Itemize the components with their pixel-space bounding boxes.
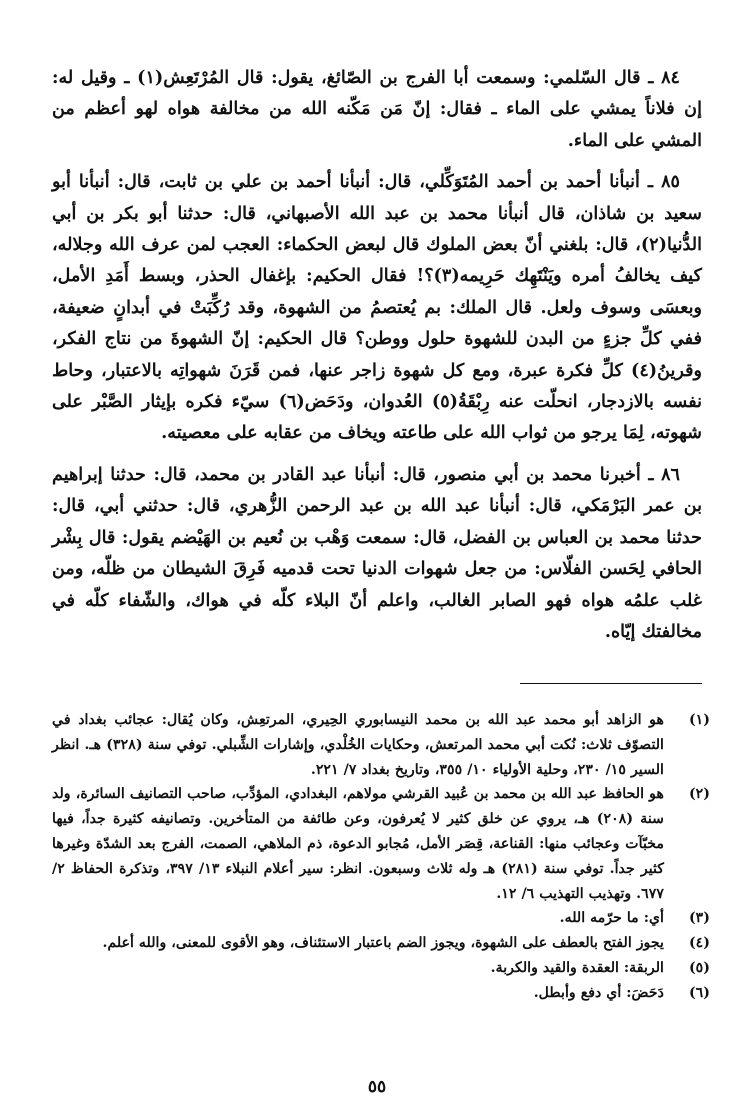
- footnote-divider: [520, 683, 702, 684]
- footnote-number: (٢): [688, 786, 710, 803]
- footnote-number: (٦): [688, 984, 710, 1001]
- paragraph-84: ٨٤ ـ قال السّلمي: وسمعت أبا الفرج بن الصّائغ، يقول: قال المُرْتَعِش(١) ـ وقيل له: إن فلاناً يمشي على الماء ـ فقال: إنّ مَن مَكّنه الله من مخالفة هواه لهو أعظم من المشي على الماء.: [52, 67, 702, 151]
- footnote-text: أي: ما حرّمه الله.: [559, 910, 664, 927]
- footnote-5: [52, 956, 710, 981]
- main-text-block: [52, 62, 702, 657]
- footnote-text: الربقة: العقدة والقيد والكربة.: [490, 959, 664, 976]
- footnote-3: [52, 906, 710, 931]
- paragraph-86: ٨٦ ـ أخبرنا محمد بن أبي منصور، قال: أنبأنا عبد القادر بن محمد، قال: حدثنا إبراهيم بن عمر البَرْمَكي، قال: أنبأنا عبد الله بن عبد الرحمن الزُّهري، قال: حدثني أبي، قال: حدثنا محمد بن العباس بن الفضل، قال: سمعت وَهْب بن نُعيم بن الهَيْضم يقول: قال بِشْر الحافي لِحَسن الفلّاس: من جعل شهوات الدنيا تحت قدميه فَرِقَ الشيطان من ظلّه، ومن غلب علمُه هواه فهو الصابر الغالب، واعلم أنّ البلاء كلّه في هواك، والشّفاء كلّه في مخالفتك إيّاه.: [52, 463, 702, 642]
- footnote-number: (٣): [688, 910, 710, 927]
- footnote-2: [52, 782, 710, 906]
- footnote-number: (٤): [688, 935, 710, 952]
- footnote-text: هو الحافظ عبد الله بن محمد بن عُبيد القرشي مولاهم، البغدادي، المؤدِّب، صاحب التصانيف السائرة، ولد سنة (٢٠٨) هـ، يروي عن خلق كثير لا يُعرفون، وعن طائفة من المتأخرين. وتصانيفه كثيرة جداً، فيها مخبّآت وعجائب منها: القناعة، قِصَر الأمل، مُجابو الدعوة، ذم الملاهي، الصمت، الفرج بعد الشدّة وغيرها كثير جداً. توفي سنة (٢٨١) هـ وله ثلاث وسبعون. انظر: سير أعلام النبلاء ١٣/ ٣٩٧، وتذكرة الحفاظ ٢/ ٦٧٧. وتهذيب التهذيب ٦/ ١٢.: [52, 786, 665, 902]
- footnotes-section: [52, 708, 710, 1006]
- footnote-text: يجوز الفتح بالعطف على الشهوة، ويجوز الضم باعتبار الاستئناف، وهو الأقوى للمعنى، والله أعلم.: [102, 935, 664, 952]
- footnote-number: (١): [688, 712, 710, 728]
- footnote-4: [52, 931, 710, 956]
- footnote-1: [52, 708, 710, 782]
- footnote-text: دَحَضَ: أي دفع وأبطل.: [533, 984, 664, 1001]
- footnote-number: (٥): [688, 959, 710, 976]
- footnote-text: هو الزاهد أبو محمد عبد الله بن محمد النيسابوري الحِيري، المرتعِش، وكان يُقال: عجائب بغداد في التصوّف ثلاث: نُكت أبي محمد المرتعش، وحكايات الخُلْدي، وإشارات الشِّبلي. توفي سنة (٣٢٨) هـ. انظر السير ١٥/ ٢٣٠، وحلية الأولياء ١٠/ ٣٥٥، وتاريخ بغداد ٧/ ٢٢١.: [52, 712, 664, 778]
- page-number: ٥٥: [367, 1077, 387, 1097]
- paragraph-85: ٨٥ ـ أنبأنا أحمد بن أحمد المُتَوَكِّلي، قال: أنبأنا أحمد بن علي بن ثابت، قال: أنبأنا أبو سعيد بن شاذان، قال أنبأنا محمد بن عبد الله الأصبهاني، قال: حدثنا أبو بكر بن أبي الدُّنيا(٢)، قال: بلغني أنّ بعض الملوك قال لبعض الحكماء: العجب لمن عرف الله وجلاله، كيف يخالفُ أمره ويَنْتَهِك حَرِيمه(٣)؟! فقال الحكيم: بإغفال الحذر، وبسط أَمَدِ الأمل، وبعسَى وسوف ولعل. قال الملك: بم يُعتصمُ من الشهوة، وقد رُكِّبَتْ في أبدانٍ ضعيفة، ففي كلِّ جزءٍ من البدن للشهوة حلول ووطن؟ قال الحكيم: إنّ الشهوةَ من نتاج الفكر، وقرينُ(٤) كلِّ فكرة عبرة، ومع كل شهوة زاجر عنها، فمن قَرَنَ شهواتِه بالاعتبار، وحاط نفسه بالازدجار، انحلّت عنه رِبْقَةُ(٥) العُدوان، ودَحَض(٦) سيّء فكره بإيثار الصَّبْر على شهوته، لِمَا يرجو من ثواب الله على طاعته ويخاف من عقابه على معصيته.: [52, 171, 702, 444]
- footnote-6: [52, 981, 710, 1006]
